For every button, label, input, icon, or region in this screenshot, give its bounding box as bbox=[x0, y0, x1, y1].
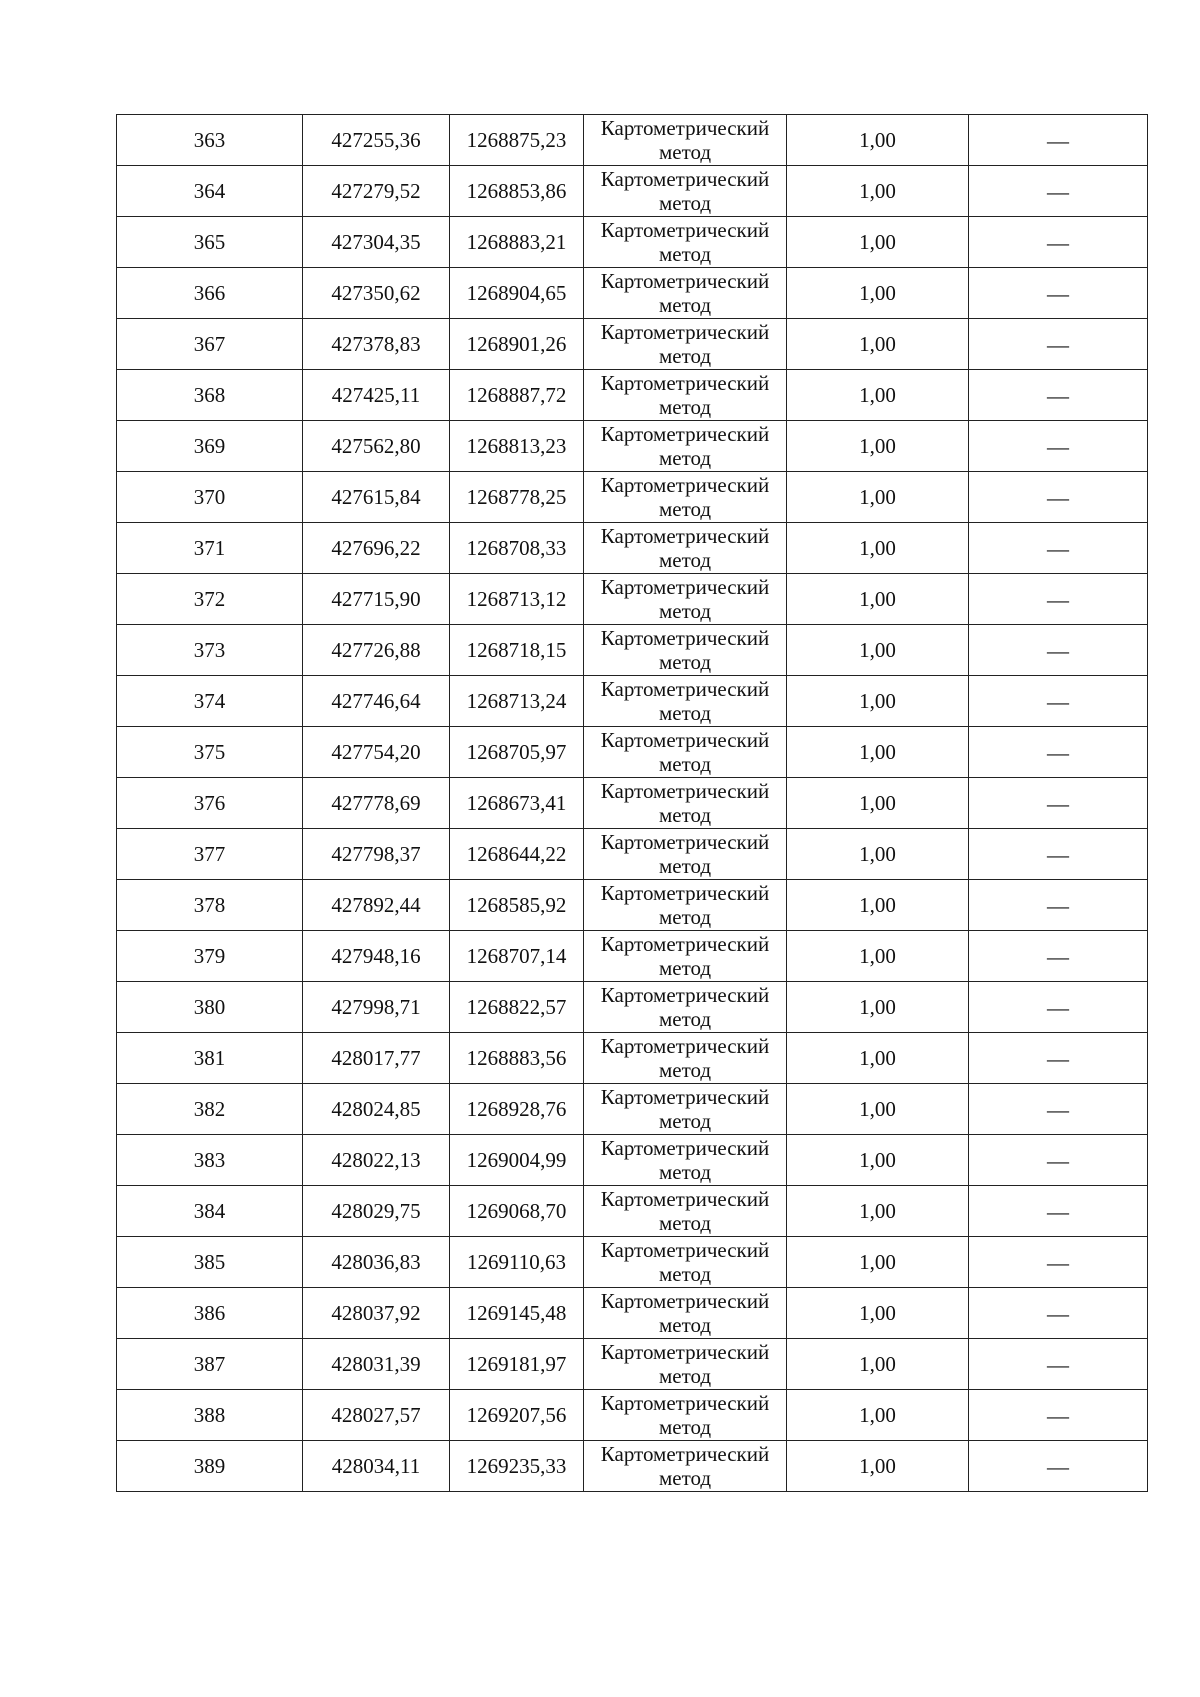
point-number-cell: 372 bbox=[117, 574, 303, 625]
method-cell: Картометрический метод bbox=[584, 1033, 787, 1084]
y-coordinate-cell: 1268904,65 bbox=[450, 268, 584, 319]
note-cell: — bbox=[969, 727, 1148, 778]
point-number-cell: 364 bbox=[117, 166, 303, 217]
table-row bbox=[117, 1339, 1148, 1390]
method-cell: Картометрический метод bbox=[584, 1135, 787, 1186]
x-coordinate-cell: 427998,71 bbox=[303, 982, 450, 1033]
x-coordinate-cell: 427615,84 bbox=[303, 472, 450, 523]
note-cell: — bbox=[969, 931, 1148, 982]
accuracy-cell: 1,00 bbox=[787, 727, 969, 778]
x-coordinate-cell: 428031,39 bbox=[303, 1339, 450, 1390]
point-number-cell: 365 bbox=[117, 217, 303, 268]
y-coordinate-cell: 1268718,15 bbox=[450, 625, 584, 676]
table-row bbox=[117, 268, 1148, 319]
method-cell: Картометрический метод bbox=[584, 1186, 787, 1237]
accuracy-cell: 1,00 bbox=[787, 1186, 969, 1237]
point-number-cell: 384 bbox=[117, 1186, 303, 1237]
accuracy-cell: 1,00 bbox=[787, 370, 969, 421]
accuracy-cell: 1,00 bbox=[787, 217, 969, 268]
table-row bbox=[117, 166, 1148, 217]
accuracy-cell: 1,00 bbox=[787, 1033, 969, 1084]
y-coordinate-cell: 1268713,24 bbox=[450, 676, 584, 727]
y-coordinate-cell: 1268707,14 bbox=[450, 931, 584, 982]
point-number-cell: 383 bbox=[117, 1135, 303, 1186]
method-cell: Картометрический метод bbox=[584, 574, 787, 625]
method-cell: Картометрический метод bbox=[584, 931, 787, 982]
point-number-cell: 363 bbox=[117, 115, 303, 166]
table-row bbox=[117, 1390, 1148, 1441]
method-cell: Картометрический метод bbox=[584, 1084, 787, 1135]
table-row bbox=[117, 217, 1148, 268]
x-coordinate-cell: 427798,37 bbox=[303, 829, 450, 880]
table-row bbox=[117, 778, 1148, 829]
y-coordinate-cell: 1268705,97 bbox=[450, 727, 584, 778]
method-cell: Картометрический метод bbox=[584, 829, 787, 880]
point-number-cell: 370 bbox=[117, 472, 303, 523]
y-coordinate-cell: 1269068,70 bbox=[450, 1186, 584, 1237]
point-number-cell: 369 bbox=[117, 421, 303, 472]
point-number-cell: 378 bbox=[117, 880, 303, 931]
note-cell: — bbox=[969, 1339, 1148, 1390]
y-coordinate-cell: 1268887,72 bbox=[450, 370, 584, 421]
method-cell: Картометрический метод bbox=[584, 880, 787, 931]
x-coordinate-cell: 428034,11 bbox=[303, 1441, 450, 1492]
note-cell: — bbox=[969, 472, 1148, 523]
table-row bbox=[117, 574, 1148, 625]
method-cell: Картометрический метод bbox=[584, 1288, 787, 1339]
table-row bbox=[117, 115, 1148, 166]
point-number-cell: 376 bbox=[117, 778, 303, 829]
accuracy-cell: 1,00 bbox=[787, 1339, 969, 1390]
x-coordinate-cell: 427778,69 bbox=[303, 778, 450, 829]
point-number-cell: 377 bbox=[117, 829, 303, 880]
accuracy-cell: 1,00 bbox=[787, 1288, 969, 1339]
x-coordinate-cell: 427715,90 bbox=[303, 574, 450, 625]
x-coordinate-cell: 428027,57 bbox=[303, 1390, 450, 1441]
note-cell: — bbox=[969, 1135, 1148, 1186]
accuracy-cell: 1,00 bbox=[787, 1237, 969, 1288]
accuracy-cell: 1,00 bbox=[787, 676, 969, 727]
table-row bbox=[117, 421, 1148, 472]
point-number-cell: 387 bbox=[117, 1339, 303, 1390]
x-coordinate-cell: 427255,36 bbox=[303, 115, 450, 166]
note-cell: — bbox=[969, 217, 1148, 268]
accuracy-cell: 1,00 bbox=[787, 523, 969, 574]
table-row bbox=[117, 523, 1148, 574]
accuracy-cell: 1,00 bbox=[787, 472, 969, 523]
y-coordinate-cell: 1269004,99 bbox=[450, 1135, 584, 1186]
x-coordinate-cell: 428022,13 bbox=[303, 1135, 450, 1186]
table-row bbox=[117, 1135, 1148, 1186]
accuracy-cell: 1,00 bbox=[787, 319, 969, 370]
x-coordinate-cell: 427425,11 bbox=[303, 370, 450, 421]
method-cell: Картометрический метод bbox=[584, 1390, 787, 1441]
point-number-cell: 381 bbox=[117, 1033, 303, 1084]
note-cell: — bbox=[969, 829, 1148, 880]
method-cell: Картометрический метод bbox=[584, 166, 787, 217]
table-row bbox=[117, 676, 1148, 727]
method-cell: Картометрический метод bbox=[584, 625, 787, 676]
point-number-cell: 380 bbox=[117, 982, 303, 1033]
accuracy-cell: 1,00 bbox=[787, 166, 969, 217]
note-cell: — bbox=[969, 370, 1148, 421]
y-coordinate-cell: 1268928,76 bbox=[450, 1084, 584, 1135]
table-row bbox=[117, 1288, 1148, 1339]
table-row bbox=[117, 931, 1148, 982]
point-number-cell: 382 bbox=[117, 1084, 303, 1135]
table-row bbox=[117, 625, 1148, 676]
point-number-cell: 379 bbox=[117, 931, 303, 982]
y-coordinate-cell: 1268644,22 bbox=[450, 829, 584, 880]
table-row bbox=[117, 1084, 1148, 1135]
table-row bbox=[117, 1186, 1148, 1237]
y-coordinate-cell: 1269181,97 bbox=[450, 1339, 584, 1390]
table-row bbox=[117, 319, 1148, 370]
point-number-cell: 374 bbox=[117, 676, 303, 727]
note-cell: — bbox=[969, 523, 1148, 574]
y-coordinate-cell: 1269110,63 bbox=[450, 1237, 584, 1288]
note-cell: — bbox=[969, 1390, 1148, 1441]
x-coordinate-cell: 427746,64 bbox=[303, 676, 450, 727]
x-coordinate-cell: 427378,83 bbox=[303, 319, 450, 370]
x-coordinate-cell: 427304,35 bbox=[303, 217, 450, 268]
method-cell: Картометрический метод bbox=[584, 523, 787, 574]
method-cell: Картометрический метод bbox=[584, 727, 787, 778]
note-cell: — bbox=[969, 421, 1148, 472]
x-coordinate-cell: 427726,88 bbox=[303, 625, 450, 676]
table-row bbox=[117, 1033, 1148, 1084]
method-cell: Картометрический метод bbox=[584, 319, 787, 370]
table-row bbox=[117, 370, 1148, 421]
note-cell: — bbox=[969, 319, 1148, 370]
note-cell: — bbox=[969, 982, 1148, 1033]
note-cell: — bbox=[969, 1186, 1148, 1237]
note-cell: — bbox=[969, 676, 1148, 727]
method-cell: Картометрический метод bbox=[584, 268, 787, 319]
method-cell: Картометрический метод bbox=[584, 421, 787, 472]
y-coordinate-cell: 1268875,23 bbox=[450, 115, 584, 166]
point-number-cell: 389 bbox=[117, 1441, 303, 1492]
accuracy-cell: 1,00 bbox=[787, 982, 969, 1033]
accuracy-cell: 1,00 bbox=[787, 421, 969, 472]
accuracy-cell: 1,00 bbox=[787, 1390, 969, 1441]
y-coordinate-cell: 1268853,86 bbox=[450, 166, 584, 217]
x-coordinate-cell: 428029,75 bbox=[303, 1186, 450, 1237]
point-number-cell: 367 bbox=[117, 319, 303, 370]
table-row bbox=[117, 829, 1148, 880]
accuracy-cell: 1,00 bbox=[787, 115, 969, 166]
y-coordinate-cell: 1268778,25 bbox=[450, 472, 584, 523]
note-cell: — bbox=[969, 115, 1148, 166]
y-coordinate-cell: 1268883,56 bbox=[450, 1033, 584, 1084]
accuracy-cell: 1,00 bbox=[787, 880, 969, 931]
note-cell: — bbox=[969, 574, 1148, 625]
point-number-cell: 373 bbox=[117, 625, 303, 676]
accuracy-cell: 1,00 bbox=[787, 625, 969, 676]
y-coordinate-cell: 1269235,33 bbox=[450, 1441, 584, 1492]
method-cell: Картометрический метод bbox=[584, 676, 787, 727]
point-number-cell: 375 bbox=[117, 727, 303, 778]
point-number-cell: 366 bbox=[117, 268, 303, 319]
note-cell: — bbox=[969, 1441, 1148, 1492]
point-number-cell: 368 bbox=[117, 370, 303, 421]
y-coordinate-cell: 1268813,23 bbox=[450, 421, 584, 472]
accuracy-cell: 1,00 bbox=[787, 268, 969, 319]
method-cell: Картометрический метод bbox=[584, 115, 787, 166]
y-coordinate-cell: 1269207,56 bbox=[450, 1390, 584, 1441]
method-cell: Картометрический метод bbox=[584, 472, 787, 523]
method-cell: Картометрический метод bbox=[584, 1339, 787, 1390]
method-cell: Картометрический метод bbox=[584, 370, 787, 421]
note-cell: — bbox=[969, 625, 1148, 676]
y-coordinate-cell: 1268673,41 bbox=[450, 778, 584, 829]
x-coordinate-cell: 428037,92 bbox=[303, 1288, 450, 1339]
table-row bbox=[117, 1237, 1148, 1288]
point-number-cell: 385 bbox=[117, 1237, 303, 1288]
note-cell: — bbox=[969, 778, 1148, 829]
note-cell: — bbox=[969, 166, 1148, 217]
y-coordinate-cell: 1269145,48 bbox=[450, 1288, 584, 1339]
table-row bbox=[117, 727, 1148, 778]
coordinates-table bbox=[116, 114, 1148, 1492]
accuracy-cell: 1,00 bbox=[787, 1135, 969, 1186]
method-cell: Картометрический метод bbox=[584, 982, 787, 1033]
accuracy-cell: 1,00 bbox=[787, 1441, 969, 1492]
y-coordinate-cell: 1268713,12 bbox=[450, 574, 584, 625]
y-coordinate-cell: 1268708,33 bbox=[450, 523, 584, 574]
x-coordinate-cell: 428036,83 bbox=[303, 1237, 450, 1288]
note-cell: — bbox=[969, 268, 1148, 319]
table-body bbox=[117, 115, 1148, 1492]
accuracy-cell: 1,00 bbox=[787, 931, 969, 982]
x-coordinate-cell: 427279,52 bbox=[303, 166, 450, 217]
y-coordinate-cell: 1268901,26 bbox=[450, 319, 584, 370]
table-row bbox=[117, 472, 1148, 523]
point-number-cell: 386 bbox=[117, 1288, 303, 1339]
table-row bbox=[117, 982, 1148, 1033]
table-row bbox=[117, 1441, 1148, 1492]
note-cell: — bbox=[969, 880, 1148, 931]
x-coordinate-cell: 427562,80 bbox=[303, 421, 450, 472]
y-coordinate-cell: 1268883,21 bbox=[450, 217, 584, 268]
x-coordinate-cell: 427754,20 bbox=[303, 727, 450, 778]
x-coordinate-cell: 428024,85 bbox=[303, 1084, 450, 1135]
accuracy-cell: 1,00 bbox=[787, 1084, 969, 1135]
table-row bbox=[117, 880, 1148, 931]
accuracy-cell: 1,00 bbox=[787, 829, 969, 880]
x-coordinate-cell: 427350,62 bbox=[303, 268, 450, 319]
y-coordinate-cell: 1268585,92 bbox=[450, 880, 584, 931]
note-cell: — bbox=[969, 1288, 1148, 1339]
x-coordinate-cell: 427696,22 bbox=[303, 523, 450, 574]
method-cell: Картометрический метод bbox=[584, 1441, 787, 1492]
point-number-cell: 388 bbox=[117, 1390, 303, 1441]
x-coordinate-cell: 427948,16 bbox=[303, 931, 450, 982]
method-cell: Картометрический метод bbox=[584, 1237, 787, 1288]
y-coordinate-cell: 1268822,57 bbox=[450, 982, 584, 1033]
x-coordinate-cell: 427892,44 bbox=[303, 880, 450, 931]
accuracy-cell: 1,00 bbox=[787, 574, 969, 625]
note-cell: — bbox=[969, 1084, 1148, 1135]
note-cell: — bbox=[969, 1237, 1148, 1288]
point-number-cell: 371 bbox=[117, 523, 303, 574]
x-coordinate-cell: 428017,77 bbox=[303, 1033, 450, 1084]
note-cell: — bbox=[969, 1033, 1148, 1084]
method-cell: Картометрический метод bbox=[584, 217, 787, 268]
method-cell: Картометрический метод bbox=[584, 778, 787, 829]
accuracy-cell: 1,00 bbox=[787, 778, 969, 829]
